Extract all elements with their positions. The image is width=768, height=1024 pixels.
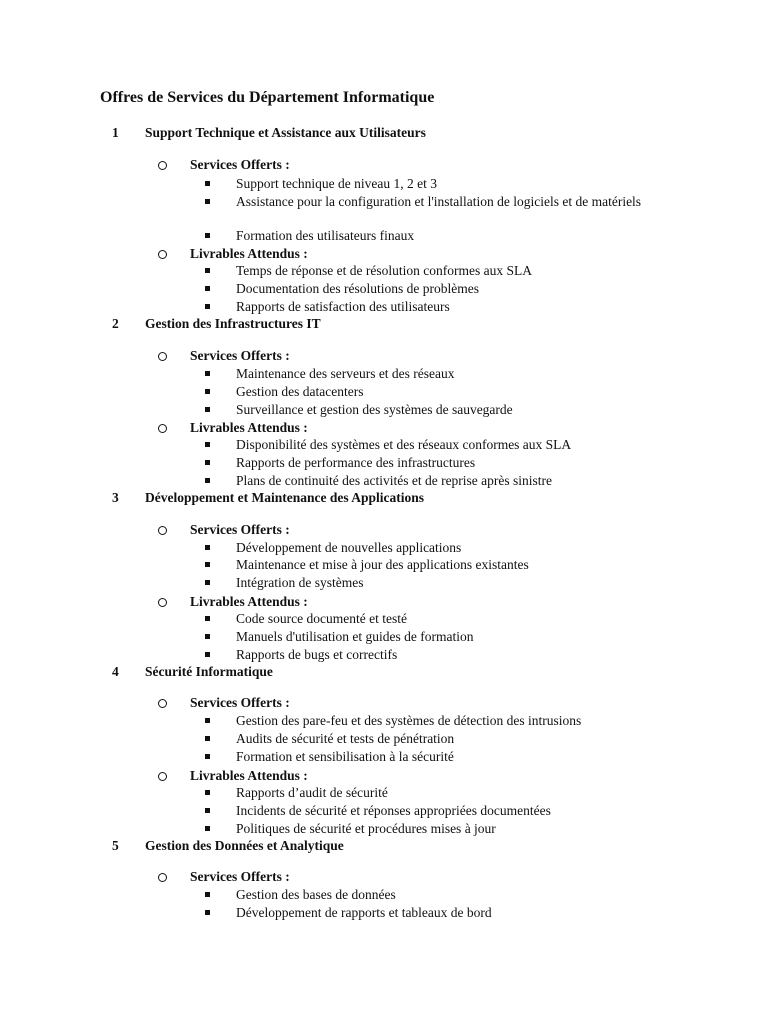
section-title: Développement et Maintenance des Applications (145, 490, 424, 505)
square-bullet-icon (205, 892, 210, 897)
service-item: Maintenance des serveurs et des réseaux (236, 366, 455, 381)
service-item: Formation et sensibilisation à la sécurité (236, 749, 454, 764)
square-bullet-icon (205, 790, 210, 795)
square-bullet-icon (205, 580, 210, 585)
deliverable-item: Disponibilité des systèmes et des réseaux conformes aux SLA (236, 437, 572, 452)
section-number: 2 (112, 316, 119, 331)
deliverable-item: Manuels d'utilisation et guides de formation (236, 629, 474, 644)
deliverables-label: Livrables Attendus : (190, 420, 308, 435)
square-bullet-icon (205, 460, 210, 465)
square-bullet-icon (205, 634, 210, 639)
hollow-circle-bullet-icon (158, 873, 167, 882)
square-bullet-icon (205, 545, 210, 550)
section-title: Support Technique et Assistance aux Utilisateurs (145, 125, 426, 140)
service-item: Formation des utilisateurs finaux (236, 228, 415, 243)
square-bullet-icon (205, 286, 210, 291)
hollow-circle-bullet-icon (158, 526, 167, 535)
services-label: Services Offerts : (190, 869, 290, 884)
hollow-circle-bullet-icon (158, 699, 167, 708)
square-bullet-icon (205, 910, 210, 915)
deliverable-item: Code source documenté et testé (236, 611, 407, 626)
service-item: Gestion des pare-feu et des systèmes de détection des intrusions (236, 713, 582, 728)
service-item: Intégration de systèmes (236, 575, 364, 590)
hollow-circle-bullet-icon (158, 424, 167, 433)
section-number: 4 (112, 664, 119, 679)
square-bullet-icon (205, 718, 210, 723)
square-bullet-icon (205, 562, 210, 567)
square-bullet-icon (205, 478, 210, 483)
section-title: Gestion des Données et Analytique (145, 838, 344, 853)
services-label: Services Offerts : (190, 348, 290, 363)
hollow-circle-bullet-icon (158, 598, 167, 607)
square-bullet-icon (205, 754, 210, 759)
deliverable-item: Rapports d’audit de sécurité (236, 785, 388, 800)
square-bullet-icon (205, 826, 210, 831)
service-item: Support technique de niveau 1, 2 et 3 (236, 176, 437, 191)
deliverables-label: Livrables Attendus : (190, 768, 308, 783)
square-bullet-icon (205, 407, 210, 412)
square-bullet-icon (205, 616, 210, 621)
deliverable-item: Documentation des résolutions de problèmes (236, 281, 479, 296)
services-label: Services Offerts : (190, 695, 290, 710)
deliverable-item: Incidents de sécurité et réponses appropriées documentées (236, 803, 551, 818)
service-item: Surveillance et gestion des systèmes de sauvegarde (236, 402, 513, 417)
square-bullet-icon (205, 199, 210, 204)
square-bullet-icon (205, 808, 210, 813)
services-label: Services Offerts : (190, 522, 290, 537)
square-bullet-icon (205, 389, 210, 394)
deliverable-item: Temps de réponse et de résolution conformes aux SLA (236, 263, 532, 278)
service-item: Audits de sécurité et tests de pénétration (236, 731, 455, 746)
section-number: 5 (112, 838, 119, 853)
square-bullet-icon (205, 233, 210, 238)
service-item: Gestion des datacenters (236, 384, 364, 399)
document-title: Offres de Services du Département Informatique (100, 89, 435, 106)
deliverables-label: Livrables Attendus : (190, 594, 308, 609)
deliverables-label: Livrables Attendus : (190, 246, 308, 261)
square-bullet-icon (205, 181, 210, 186)
square-bullet-icon (205, 371, 210, 376)
section-number: 3 (112, 490, 119, 505)
service-item: Maintenance et mise à jour des applications existantes (236, 557, 529, 572)
deliverable-item: Rapports de bugs et correctifs (236, 647, 398, 662)
section-title: Sécurité Informatique (145, 664, 273, 679)
service-item: Gestion des bases de données (236, 887, 396, 902)
section-number: 1 (112, 125, 119, 140)
service-item: Développement de rapports et tableaux de bord (236, 905, 492, 920)
services-label: Services Offerts : (190, 157, 290, 172)
service-item: Développement de nouvelles applications (236, 540, 462, 555)
deliverable-item: Rapports de satisfaction des utilisateurs (236, 299, 450, 314)
section-title: Gestion des Infrastructures IT (145, 316, 321, 331)
deliverable-item: Politiques de sécurité et procédures mises à jour (236, 821, 496, 836)
square-bullet-icon (205, 652, 210, 657)
square-bullet-icon (205, 304, 210, 309)
service-item: Assistance pour la configuration et l'installation de logiciels et de matériels (236, 194, 642, 209)
square-bullet-icon (205, 442, 210, 447)
hollow-circle-bullet-icon (158, 772, 167, 781)
hollow-circle-bullet-icon (158, 352, 167, 361)
hollow-circle-bullet-icon (158, 161, 167, 170)
square-bullet-icon (205, 268, 210, 273)
square-bullet-icon (205, 736, 210, 741)
deliverable-item: Plans de continuité des activités et de reprise après sinistre (236, 473, 553, 488)
hollow-circle-bullet-icon (158, 250, 167, 259)
deliverable-item: Rapports de performance des infrastructures (236, 455, 476, 470)
